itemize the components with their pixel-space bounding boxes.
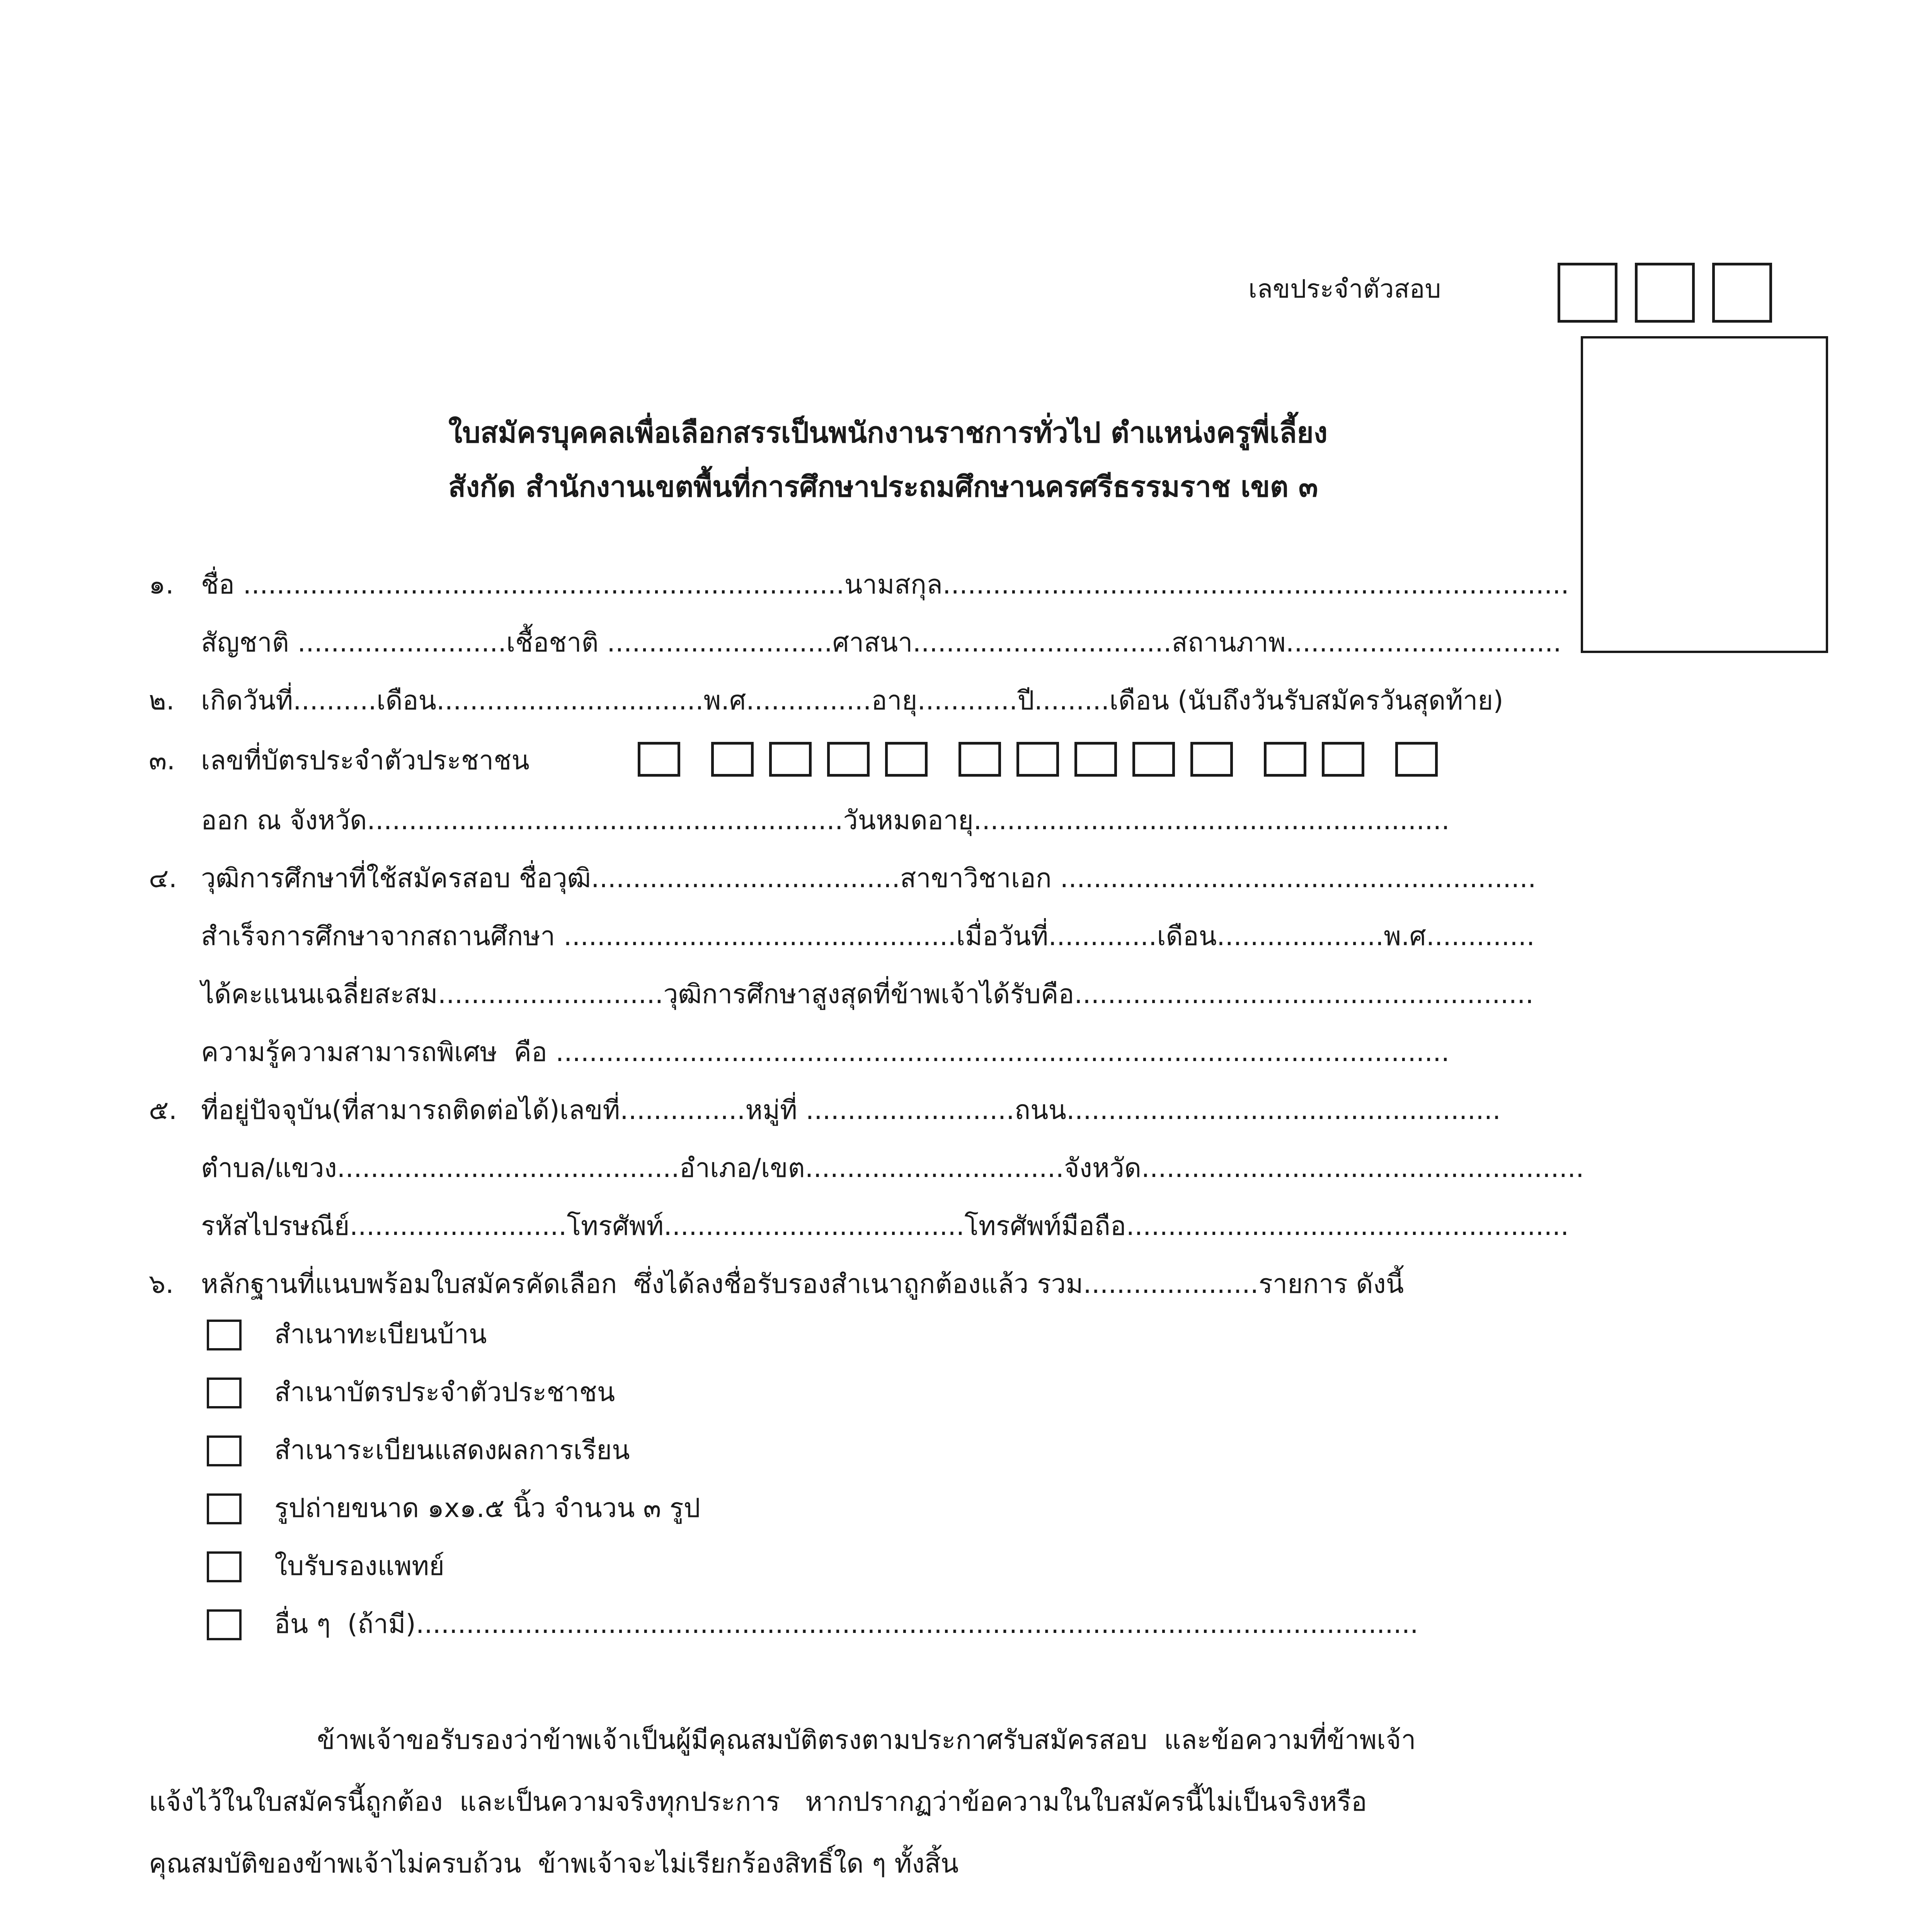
attachment-checkbox-photos[interactable] <box>207 1493 242 1524</box>
attachment-checkbox-id-card[interactable] <box>207 1378 242 1408</box>
exam-id-box-1[interactable] <box>1558 263 1617 323</box>
id-digit-box[interactable] <box>1074 742 1117 777</box>
exam-id-box-2[interactable] <box>1635 263 1695 323</box>
attachment-checkbox-medical-certificate[interactable] <box>207 1551 242 1582</box>
attachment-label: รูปถ่ายขนาด ๑x๑.๕ นิ้ว จำนวน ๓ รูป <box>274 1493 700 1524</box>
birthdate-age-field[interactable]: เกิดวันที่..........เดือน................................พ.ศ...............อายุ............ปี.........เดือน (นับถึงวันรับสมัครวันสุดท้าย) <box>201 685 1503 716</box>
declaration-line3: คุณสมบัติของข้าพเจ้าไม่ครบถ้วน ข้าพเจ้าจะไม่เรียกร้องสิทธิ์ใด ๆ ทั้งสิ้น <box>149 1849 959 1879</box>
section-5-number: ๕. <box>149 1095 177 1126</box>
attachment-label: สำเนาระเบียนแสดงผลการเรียน <box>274 1435 630 1466</box>
institution-graduation-date-field[interactable]: สำเร็จการศึกษาจากสถานศึกษา ...............................................เมื่อวันที่.............เดือน....................พ.ศ............. <box>201 921 1535 952</box>
declaration-line1: ข้าพเจ้าขอรับรองว่าข้าพเจ้าเป็นผู้มีคุณสมบัติตรงตามประกาศรับสมัครสอบ และข้อความที่ข้าพเจ้า <box>317 1725 1416 1755</box>
id-digit-box[interactable] <box>711 742 754 777</box>
id-digit-box[interactable] <box>1395 742 1438 777</box>
section-1-number: ๑. <box>149 570 174 600</box>
id-card-label: เลขที่บัตรประจำตัวประชาชน <box>201 745 529 776</box>
name-surname-field[interactable]: ชื่อ ........................................................................นามสกุล........................................................................... <box>201 570 1569 600</box>
id-digit-box[interactable] <box>769 742 812 777</box>
section-3-number: ๓. <box>149 745 175 776</box>
id-digit-box[interactable] <box>1322 742 1364 777</box>
nationality-religion-status-field[interactable]: สัญชาติ .........................เชื้อชาติ ...........................ศาสนา...............................สถานภาพ................................. <box>201 628 1561 658</box>
attachment-label: ใบรับรองแพทย์ <box>274 1551 444 1582</box>
exam-id-label: เลขประจำตัวสอบ <box>1248 274 1441 304</box>
id-digit-box[interactable] <box>958 742 1001 777</box>
id-digit-box[interactable] <box>1016 742 1059 777</box>
section-4-number: ๔. <box>149 863 177 894</box>
postcode-phone-mobile-field[interactable]: รหัสไปรษณีย์..........................โทรศัพท์....................................โทรศัพท์มือถือ..................................................... <box>201 1211 1569 1242</box>
attachment-label: สำเนาทะเบียนบ้าน <box>274 1319 487 1350</box>
attachment-checkbox-transcript[interactable] <box>207 1435 242 1466</box>
attachments-count-field[interactable]: หลักฐานที่แนบพร้อมใบสมัครคัดเลือก ซึ่งได้ลงชื่อรับรองสำเนาถูกต้องแล้ว รวม.....................รายการ ดังนี้ <box>201 1269 1404 1299</box>
attachment-label-other[interactable]: อื่น ๆ (ถ้ามี)........................................................................................................................ <box>274 1609 1418 1639</box>
issued-province-expiry-field[interactable]: ออก ณ จังหวัด.........................................................วันหมดอายุ......................................................... <box>201 805 1450 836</box>
form-title-line2: สังกัด สำนักงานเขตพื้นที่การศึกษาประถมศึกษานครศรีธรรมราช เขต ๓ <box>448 470 1318 503</box>
id-digit-box[interactable] <box>1264 742 1306 777</box>
id-digit-box[interactable] <box>885 742 928 777</box>
attachment-label: สำเนาบัตรประจำตัวประชาชน <box>274 1377 615 1408</box>
attachment-checkbox-house-registration[interactable] <box>207 1320 242 1350</box>
gpa-highest-degree-field[interactable]: ได้คะแนนเฉลี่ยสะสม...........................วุฒิการศึกษาสูงสุดที่ข้าพเจ้าได้รับคือ....................................................... <box>201 979 1534 1010</box>
section-6-number: ๖. <box>149 1269 174 1299</box>
special-skills-field[interactable]: ความรู้ความสามารถพิเศษ คือ ........................................................................................................... <box>201 1037 1450 1068</box>
form-title-line1: ใบสมัครบุคคลเพื่อเลือกสรรเป็นพนักงานราชการทั่วไป ตำแหน่งครูพี่เลี้ยง <box>448 416 1328 449</box>
attachment-checkbox-other[interactable] <box>207 1609 242 1640</box>
photo-box <box>1581 336 1828 653</box>
degree-major-field[interactable]: วุฒิการศึกษาที่ใช้สมัครสอบ ชื่อวุฒิ.....................................สาขาวิชาเอก ......................................................... <box>201 863 1536 894</box>
address-number-road-field[interactable]: ที่อยู่ปัจจุบัน(ที่สามารถติดต่อได้)เลขที่...............หมู่ที่ .........................ถนน.................................................... <box>201 1095 1501 1126</box>
declaration-line2: แจ้งไว้ในใบสมัครนี้ถูกต้อง และเป็นความจริงทุกประการ หากปรากฏว่าข้อความในใบสมัครนี้ไม่เป็นจริงหรือ <box>149 1787 1367 1817</box>
id-digit-box[interactable] <box>827 742 870 777</box>
id-digit-box[interactable] <box>1132 742 1175 777</box>
exam-id-box-3[interactable] <box>1712 263 1772 323</box>
id-digit-box[interactable] <box>1190 742 1233 777</box>
subdistrict-district-province-field[interactable]: ตำบล/แขวง.........................................อำเภอ/เขต...............................จังหวัด..................................................... <box>201 1153 1584 1184</box>
id-digit-box[interactable] <box>638 742 680 777</box>
section-2-number: ๒. <box>149 685 175 716</box>
